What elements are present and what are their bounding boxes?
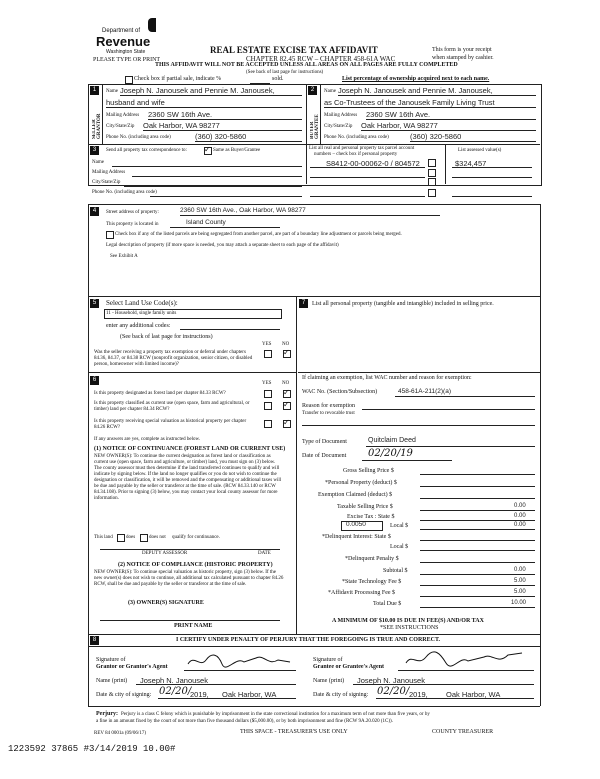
seller-phone-label: Phone No. (including area code) bbox=[106, 135, 171, 140]
minimum-due: A MINIMUM OF $10.00 IS DUE IN FEE(S) AND/OR TAX bbox=[332, 618, 484, 624]
subtotal-value: 0.00 bbox=[514, 567, 526, 573]
notice-compliance-title: (2) NOTICE OF COMPLIANCE (HISTORIC PROPERTY) bbox=[118, 562, 273, 568]
partial-sale-checkbox[interactable] bbox=[125, 76, 133, 84]
same-as-buyer-check-icon: ✓ bbox=[204, 145, 211, 154]
deputy-assessor-label: DEPUTY ASSESSOR bbox=[142, 551, 188, 556]
parcel-personal-checkbox-1[interactable] bbox=[428, 159, 436, 167]
notice-compliance-text: NEW OWNER(S): To continue special valuation as historic property, sign (3) below. If the new owner(s) does not wish to continue, all additional tax calculated pursuant to chapter 84.26 RCW, shall be due and payable by the seller or transferor at the time of sale. bbox=[94, 570, 284, 587]
current-use-yes-checkbox[interactable] bbox=[264, 402, 272, 410]
s5-see-back: (See back of last page for instructions) bbox=[120, 334, 213, 340]
if-yes-instructions: If any answers are yes, complete as instructed below. bbox=[94, 437, 201, 442]
buyer-phone-label: Phone No. (including area code) bbox=[324, 135, 389, 140]
buyer-mailing-label: Mailing Address bbox=[324, 113, 358, 118]
treasurer-use-only: THIS SPACE - TREASURER'S USE ONLY bbox=[240, 729, 348, 735]
historic-question: Is this property receiving special valuation as historical property per chapter 84.26 RCW? bbox=[94, 419, 247, 430]
tech-fee-label: *State Technology Fee $ bbox=[342, 579, 402, 585]
grantee-date-label: Date & city of signing: bbox=[313, 692, 369, 698]
personal-property-label: List all personal property (tangible and intangible) included in selling price. bbox=[312, 301, 494, 307]
owner-signature-label: (3) OWNER(S) SIGNATURE bbox=[128, 600, 204, 606]
form-subtitle: CHAPTER 82.45 RCW – CHAPTER 458-61A WAC bbox=[246, 55, 396, 63]
s6-no: NO bbox=[282, 381, 290, 386]
perjury-text-2: a fine in an amount fixed by the court of not more than five thousand dollars ($5,000.00), or by both imprisonment and fine (RCW 9A.20.020 (1C)). bbox=[96, 719, 393, 724]
land-use-label: Select Land Use Code(s): bbox=[106, 299, 178, 307]
excise-state-label: Excise Tax : State $ bbox=[347, 514, 395, 520]
send-correspondence-label: Send all property tax correspondence to: bbox=[106, 148, 187, 153]
forest-question: Is this property designated as forest land per chapter 84.33 RCW? bbox=[94, 391, 226, 396]
county: Island County bbox=[186, 219, 226, 226]
current-use-question: Is this property classified as current use (open space, farm and agricultural, or timber) land per chapter 84.34 RCW? bbox=[94, 401, 250, 412]
please-type: PLEASE TYPE OR PRINT bbox=[93, 57, 161, 63]
grantee-year: 2019, bbox=[409, 690, 428, 699]
parcel-personal-checkbox-3[interactable] bbox=[428, 178, 436, 186]
wac-label: WAC No. (Section/Subsection) bbox=[302, 389, 378, 395]
current-use-no-check-icon: ✓ bbox=[283, 400, 290, 409]
seller-city-label: City/State/Zip bbox=[106, 124, 135, 129]
legal-label: Legal description of property (if more space is needed, you may attach a separate sheet to each page of the affidavit) bbox=[106, 243, 339, 248]
grantee-name-label: Name (print) bbox=[313, 678, 345, 684]
delinquent-penalty-label: *Delinquent Penalty $ bbox=[345, 556, 399, 562]
exemption-question: Was the seller receiving a property tax exemption or deferral under chapters 84.36, 84.37, or 84.38 RCW (nonprofit organization, senior citizen, or disabled person, homeowner with limited income)? bbox=[94, 350, 253, 367]
seller-side-label: SELLER GRANTOR bbox=[92, 113, 102, 139]
enter-additional-label: enter any additional codes: bbox=[106, 323, 171, 329]
buyer-name-line1: Joseph N. Janousek and Pennie M. Janousek, bbox=[338, 86, 493, 95]
s3-name-label: Name bbox=[92, 160, 104, 165]
form-title: REAL ESTATE EXCISE TAX AFFIDAVIT bbox=[210, 45, 378, 55]
assessed-value: $324,457 bbox=[455, 159, 487, 168]
s3-city-label: City/State/Zip bbox=[92, 180, 121, 185]
taxable-price-value: 0.00 bbox=[514, 503, 526, 509]
buyer-name-line2: as Co-Trustees of the Janousek Family Living Trust bbox=[324, 98, 495, 107]
delinquent-interest-label: *Delinquent Interest: State $ bbox=[322, 534, 391, 540]
does-label: does bbox=[126, 535, 136, 540]
grantee-city: Oak Harbor, WA bbox=[446, 690, 501, 699]
seller-phone: (360) 320-5860 bbox=[195, 132, 247, 141]
subtotal-label: Subtotal $ bbox=[383, 568, 408, 574]
parcel-personal-checkbox-2[interactable] bbox=[428, 169, 436, 177]
list-percentage: List percentage of ownership acquired next to each name. bbox=[342, 76, 490, 82]
seller-city: Oak Harbor, WA 98277 bbox=[143, 121, 220, 130]
buyer-mailing: 2360 SW 16th Ave. bbox=[366, 110, 431, 119]
deputy-date-label: DATE bbox=[258, 551, 271, 556]
s5-no-check-icon: ✓ bbox=[283, 348, 290, 357]
dept-line1: Department of bbox=[102, 28, 141, 34]
located-label: This property is located in bbox=[106, 222, 159, 227]
personal-deduct-label: *Personal Property (deduct) $ bbox=[325, 480, 397, 486]
form-revision: REV 84 0001a (09/06/17) bbox=[94, 731, 146, 736]
perjury-label: Perjury: bbox=[96, 711, 118, 717]
grantee-name: Joseph N. Janousek bbox=[357, 676, 425, 685]
s3-mailing-label: Mailing Address bbox=[92, 170, 126, 175]
tech-fee-value: 5.00 bbox=[514, 578, 526, 584]
section-5-badge: 5 bbox=[90, 299, 99, 308]
affidavit-fee-value: 5.00 bbox=[514, 589, 526, 595]
partial-sale-label: Check box if partial sale, indicate % bbox=[134, 76, 222, 82]
claiming-exemption-label: If claiming an exemption, list WAC number and reason for exemption: bbox=[302, 375, 472, 381]
grantor-city: Oak Harbor, WA bbox=[222, 690, 277, 699]
grantor-signature-icon bbox=[184, 652, 294, 675]
local-2-label: Local $ bbox=[390, 544, 409, 550]
wac-number: 458-61A-211(2)(a) bbox=[398, 388, 451, 395]
grantor-agent-label: Grantor or Grantor's Agent bbox=[96, 664, 168, 670]
parcel-number: S8412-00-00062-0 / 804572 bbox=[326, 159, 420, 168]
grantor-year: 2019, bbox=[190, 690, 209, 699]
section-3-badge: 3 bbox=[90, 146, 99, 155]
county-treasurer-label: COUNTY TREASURER bbox=[432, 729, 494, 735]
exemption-deduct-label: Exemption Claimed (deduct) $ bbox=[318, 492, 393, 498]
total-due-label: Total Due $ bbox=[373, 601, 402, 607]
grantee-date: 02/20/ bbox=[377, 686, 410, 697]
doc-type-label: Type of Document bbox=[302, 439, 347, 445]
gross-price-label: Gross Selling Price $ bbox=[343, 468, 394, 474]
buyer-phone: (360) 320-5860 bbox=[410, 132, 462, 141]
street-address: 2360 SW 16th Ave., Oak Harbor, WA 98277 bbox=[180, 207, 306, 214]
recording-stamp: 1223592 37865 #3/14/2019 10.00# bbox=[8, 744, 176, 754]
segregated-label: Check box if any of the listed parcels are being segregated from another parcel, are part of a boundary line adjustment or parcels being merged. bbox=[115, 232, 402, 237]
certify-statement: I CERTIFY UNDER PENALTY OF PERJURY THAT THE FOREGOING IS TRUE AND CORRECT. bbox=[176, 637, 441, 643]
land-does-label: This land bbox=[94, 535, 113, 540]
same-as-buyer-label: Same as Buyer/Grantee bbox=[213, 148, 261, 153]
street-label: Street address of property: bbox=[106, 210, 159, 215]
receipt-note-2: when stamped by cashier. bbox=[432, 55, 494, 61]
local-label: Local $ bbox=[390, 523, 409, 529]
buyer-name-label: Name bbox=[324, 89, 336, 94]
segregated-checkbox[interactable] bbox=[106, 231, 114, 239]
reason-label: Reason for exemption bbox=[302, 403, 355, 409]
excise-state-value: 0.00 bbox=[514, 513, 526, 519]
section-8-badge: 8 bbox=[90, 636, 99, 645]
s6-yes: YES bbox=[262, 381, 272, 386]
does-not-label: does not bbox=[149, 535, 166, 540]
seller-mailing: 2360 SW 16th Ave. bbox=[148, 110, 213, 119]
grantor-date-label: Date & city of signing: bbox=[96, 692, 152, 698]
grantor-date: 02/20/ bbox=[159, 686, 192, 697]
reason-value: Transfer to revocable trust bbox=[302, 411, 355, 416]
grantee-agent-label: Grantee or Grantee's Agent bbox=[313, 664, 385, 670]
notice-continuance-title: (1) NOTICE OF CONTINUANCE (FOREST LAND OR CURRENT USE) bbox=[94, 446, 286, 452]
seller-name-line1: Joseph N. Janousek and Pennie M. Janousek, bbox=[120, 86, 275, 95]
buyer-city-label: City/State/Zip bbox=[324, 124, 353, 129]
receipt-note-1: This form is your receipt bbox=[432, 47, 492, 53]
assessed-header: List assessed value(s) bbox=[458, 148, 502, 153]
local-value: 0.00 bbox=[514, 522, 526, 528]
section-6-badge: 6 bbox=[90, 376, 99, 385]
logo-mark-icon bbox=[148, 18, 156, 32]
section-4-badge: 4 bbox=[90, 207, 99, 216]
seller-name-label: Name bbox=[106, 89, 118, 94]
seller-name-line2: husband and wife bbox=[106, 98, 165, 107]
section-1-badge: 1 bbox=[90, 86, 99, 95]
perjury-text-1: Perjury is a class C felony which is punishable by imprisonment in the state correctional institution for a maximum term of not more than five years, or by bbox=[121, 712, 430, 717]
dept-line3: Washington State bbox=[106, 49, 146, 55]
historic-yes-checkbox[interactable] bbox=[264, 420, 272, 428]
parcel-header-2: numbers – check box if personal property bbox=[314, 152, 398, 157]
land-does-not-checkbox[interactable] bbox=[140, 534, 148, 542]
doc-date-label: Date of Document bbox=[302, 453, 347, 459]
print-name-label: PRINT NAME bbox=[174, 623, 213, 629]
grantor-sig-label-1: Signature of bbox=[96, 657, 126, 663]
historic-no-check-icon: ✓ bbox=[283, 418, 290, 427]
total-due-value: 10.00 bbox=[511, 600, 527, 606]
section-2-badge: 2 bbox=[308, 86, 317, 95]
see-back-header: (See back of last page for instructions) bbox=[246, 70, 324, 75]
taxable-price-label: Taxable Selling Price $ bbox=[337, 504, 393, 510]
buyer-city: Oak Harbor, WA 98277 bbox=[361, 121, 438, 130]
forest-no-check-icon: ✓ bbox=[283, 388, 290, 397]
s5-yes-checkbox[interactable] bbox=[264, 350, 272, 358]
qualify-label: qualify for continuance. bbox=[172, 535, 220, 540]
s5-yes: YES bbox=[262, 342, 272, 347]
grantor-name-label: Name (print) bbox=[96, 678, 128, 684]
form-warning: THIS AFFIDAVIT WILL NOT BE ACCEPTED UNLESS ALL AREAS ON ALL PAGES ARE FULLY COMPLETED bbox=[155, 62, 458, 68]
dept-line2: Revenue bbox=[96, 34, 151, 49]
s3-phone-label: Phone No. (including area code) bbox=[92, 190, 157, 195]
s5-no: NO bbox=[282, 342, 290, 347]
local-rate: 0.0050 bbox=[346, 521, 366, 528]
legal-description: See Exhibit A bbox=[110, 254, 138, 259]
parcel-header-1: List all real and personal property tax parcel account bbox=[309, 146, 415, 151]
section-7-badge: 7 bbox=[299, 299, 308, 308]
grantee-sig-label-1: Signature of bbox=[313, 657, 343, 663]
forest-yes-checkbox[interactable] bbox=[264, 390, 272, 398]
seller-mailing-label: Mailing Address bbox=[106, 113, 140, 118]
grantor-name: Joseph N. Janousek bbox=[140, 676, 208, 685]
affidavit-fee-label: *Affidavit Processing Fee $ bbox=[328, 590, 396, 596]
parcel-personal-checkbox-4[interactable] bbox=[428, 189, 436, 197]
land-use-value: 11 - Household, single family units bbox=[106, 311, 177, 316]
see-instructions: *SEE INSTRUCTIONS bbox=[380, 625, 439, 631]
notice-continuance-text: NEW OWNER(S): To continue the current designation as forest land or classification as current use (open space, farm and agriculture, or timber) land, you must sign on (3) below. The county assessor must then determine if the land transferred continues to qualify and will indicate by signing below. If the land no longer qualifies or you do not wish to continue the designation or classification, it will be removed and the compensating or additional taxes will be due and payable by the seller or transferor at the time of sale. (RCW 84.33.140 or RCW 84.34.108). Prior to signing (3) below, you may contact your local county assessor for more information. bbox=[94, 454, 282, 501]
doc-type: Quitclaim Deed bbox=[368, 437, 416, 444]
partial-sold-label: sold. bbox=[272, 76, 284, 82]
land-does-checkbox[interactable] bbox=[117, 534, 125, 542]
buyer-side-label: BUYER GRANTEE bbox=[310, 114, 320, 139]
doc-date: 02/20/19 bbox=[368, 448, 413, 459]
